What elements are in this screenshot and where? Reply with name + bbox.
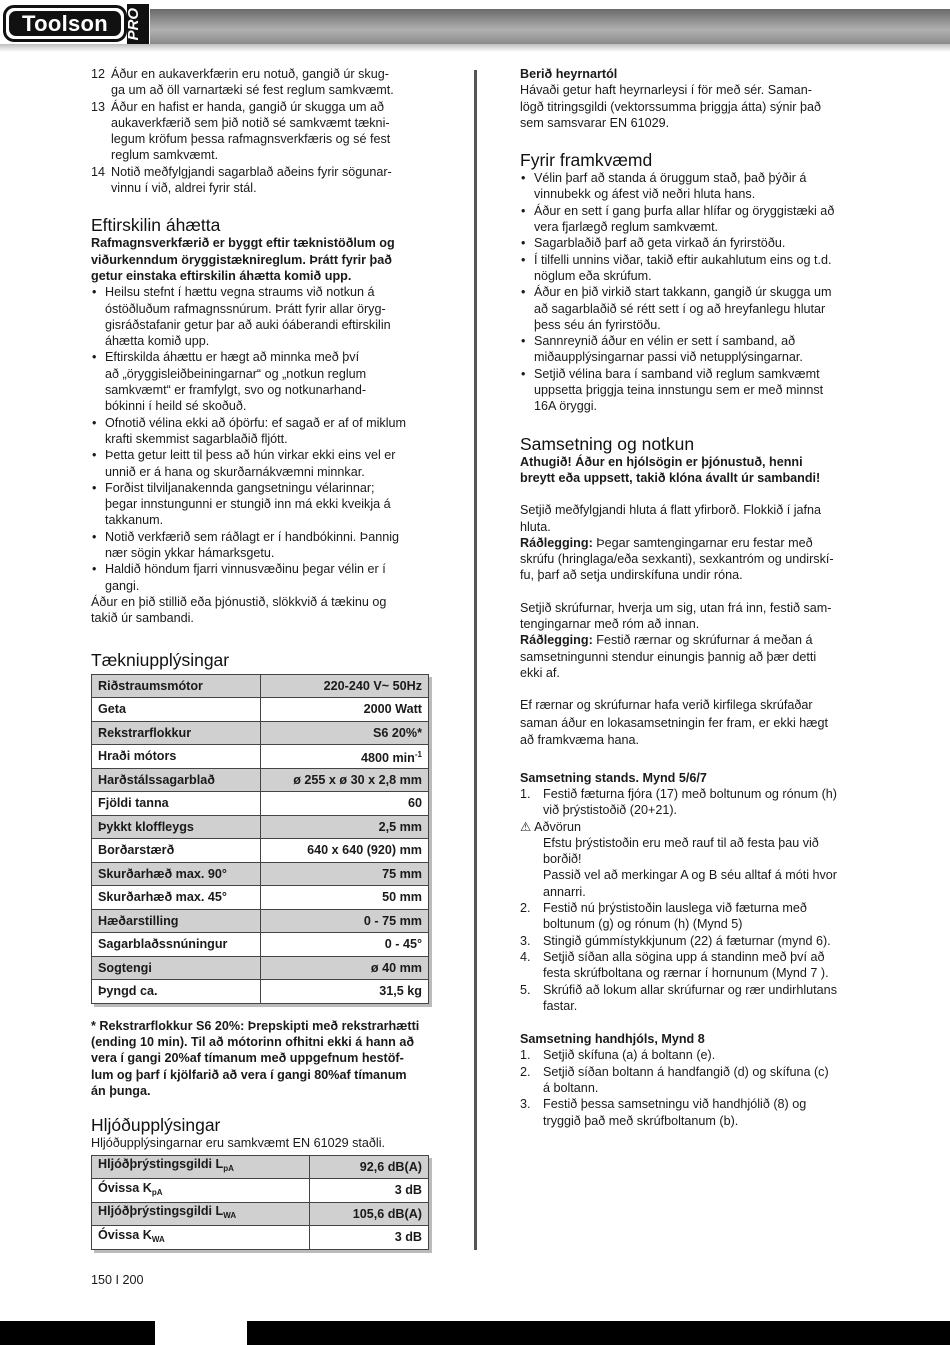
list-line: • Ofnotið vélina ekki að óþörfu: ef sagað er af of miklum — [105, 415, 407, 430]
step-item — [520, 900, 865, 933]
numbered-item — [91, 99, 431, 164]
spec-value: ø 40 mm — [260, 956, 428, 980]
toolson-logo — [3, 5, 127, 42]
assembly-warning — [520, 454, 865, 487]
list-line: • Áður en sett í gang þurfa allar hlífar og öryggistæki að — [534, 203, 835, 218]
step-number: 5. — [520, 982, 531, 997]
tip-1-first-line: Þegar samtengingarnar eru festar með — [592, 535, 813, 550]
list-line: • Setjið vélina bara í samband við reglum samkvæmt — [534, 366, 820, 381]
preparation-title: Fyrir framkvæmd — [520, 150, 653, 171]
tip-label: Ráðlegging: — [520, 535, 593, 550]
right-column — [520, 66, 865, 1129]
note-line: vera í gangi 20%af tímanum með uppgefnum hestöf- — [91, 1051, 404, 1066]
text-line: samsetningunni stendur einungis þannig að þær detti — [520, 649, 817, 664]
tech-spec-row — [92, 839, 429, 863]
warning-line: breytt eða uppsett, takið klóna ávallt úr sambandi! — [520, 470, 821, 485]
text-line: saman áður en lokasamsetningin fer fram, er ekki hægt — [520, 715, 828, 730]
numbered-item — [91, 164, 431, 197]
spec-value: 3 dB — [310, 1226, 429, 1250]
item-text — [105, 164, 431, 197]
assembly-paragraph-1 — [520, 502, 865, 535]
step-item — [520, 1096, 865, 1129]
spec-value: 0 - 45° — [260, 933, 428, 957]
sound-row — [92, 1179, 429, 1203]
sound-info-title: Hljóðupplýsingar — [91, 1115, 221, 1136]
footer-bar — [0, 1321, 950, 1345]
residual-risk-intro — [91, 235, 431, 284]
item-line: vinnu í við, aldrei fyrir stál. — [111, 181, 257, 196]
step-line: tryggið það með skrúfboltanum (b). — [543, 1113, 739, 1128]
list-line: þegar innstungunni er stungið inn má ekki kveikja á — [105, 497, 391, 512]
step-line: Setjið síðan boltann á handfangið (d) og skífuna (c) — [543, 1064, 829, 1079]
spec-value: ø 255 x ø 30 x 2,8 mm — [260, 768, 428, 792]
tech-spec-row — [92, 745, 429, 769]
item-line: Áður en hafist er handa, gangið úr skugga um að — [111, 99, 385, 114]
tech-spec-row — [92, 698, 429, 722]
list-item — [91, 529, 431, 562]
list-line: gangi. — [105, 578, 140, 593]
step-text — [543, 900, 865, 933]
tech-spec-row — [92, 886, 429, 910]
list-line: bókinni í heild sé skoðuð. — [105, 399, 247, 414]
spec-label: Hljóðþrýstingsgildi $L_{WA}$ — [92, 1202, 310, 1226]
stand-steps — [520, 900, 865, 1014]
step-line: á boltann. — [543, 1081, 599, 1096]
list-item — [520, 366, 865, 415]
tech-specs-title: Tækniupplýsingar — [91, 649, 230, 670]
intro-line: getur einstaka eftirskilin áhætta komið upp. — [91, 268, 352, 283]
step-line: fastar. — [543, 998, 578, 1013]
tip-label-2: Ráðlegging: — [520, 633, 593, 648]
list-item — [520, 235, 865, 251]
sound-table-wrap — [91, 1155, 429, 1250]
spec-value: 4800 $\min^{-1}$ — [260, 745, 428, 769]
spec-subscript: pA — [223, 1164, 234, 1174]
preparation-list — [520, 170, 865, 414]
spec-label: Þyngd ca. — [92, 980, 261, 1004]
step-text — [543, 933, 865, 949]
intro-line: Rafmagnsverkfærið er byggt eftir tæknistöðlum og — [91, 236, 395, 251]
tech-spec-row — [92, 909, 429, 933]
footer-gap — [155, 1321, 247, 1345]
spec-value: 2,5 mm — [260, 815, 428, 839]
warning-line: Athugið! Áður en hjólsögin er þjónustuð, henni — [520, 454, 803, 469]
spec-label: Skurðarhæð max. 45° — [92, 886, 261, 910]
text-line: hluta. — [520, 519, 551, 534]
step-text — [543, 1047, 865, 1063]
step-line: Stingið gúmmístykkjunum (22) á fæturnar (mynd 6). — [543, 933, 831, 948]
spec-value: 75 mm — [260, 862, 428, 886]
header-bar — [150, 9, 950, 44]
item-line: Áður en aukaverkfærin eru notuð, gangið úr skug- — [111, 67, 389, 81]
step-item — [520, 982, 865, 1015]
list-line: • Notið verkfærið sem ráðlagt er í handbókinni. Þannig — [105, 529, 400, 544]
spec-subscript: WA — [151, 1234, 165, 1244]
list-line: • Þetta getur leitt til þess að hún virkar ekki eins vel er — [105, 448, 396, 463]
text-line: Ef rærnar og skrúfurnar hafa verið kirfilega skrúfaðar — [520, 698, 813, 713]
residual-risk-outro — [91, 594, 431, 627]
handwheel-assembly-title: Samsetning handhjóls, Mynd 8 — [520, 1032, 705, 1047]
step-line: Festið þessa samsetningu við handhjólið (8) og — [543, 1097, 807, 1112]
note-line: lum og þarf í kjölfarið að vera í gangi 80%af tímanum — [91, 1067, 407, 1082]
step-item — [520, 1064, 865, 1097]
note-line: án þunga. — [91, 1083, 151, 1098]
step-item — [520, 1047, 865, 1063]
step-number: 3. — [520, 933, 531, 948]
spec-value: 640 x 640 (920) mm — [260, 839, 428, 863]
left-column — [91, 66, 431, 1254]
tech-specs-table-wrap — [91, 674, 429, 1004]
list-line: • Eftirskilda áhættu er hægt að minnka með því — [105, 350, 360, 365]
step-line: Setjið síðan alla sögina upp á standinn með því að — [543, 949, 825, 964]
spec-label: Fjöldi tanna — [92, 792, 261, 816]
page-number: 150 I 200 — [91, 1273, 144, 1287]
list-item — [520, 252, 865, 285]
tech-spec-row — [92, 721, 429, 745]
item-line: ga um að öll varnartæki sé fest reglum samkvæmt. — [111, 83, 394, 98]
tip-2-rest — [520, 649, 865, 682]
outro-line: Áður en þið stillið eða þjónustið, slökkvið á tækinu og — [91, 594, 387, 609]
list-line: nær sögin ykkar hámarksgetu. — [105, 546, 275, 561]
list-item — [91, 447, 431, 480]
spec-subscript: pA — [151, 1187, 163, 1197]
page-header — [0, 0, 950, 48]
tip-1-rest — [520, 551, 865, 584]
list-item — [91, 349, 431, 414]
step-line: Setjið skífuna (a) á boltann (e). — [543, 1048, 716, 1063]
spec-value: 0 - 75 mm — [260, 909, 428, 933]
list-line: • Haldið höndum fjarri vinnusvæðinu þegar vélin er í — [105, 562, 386, 577]
tech-spec-row — [92, 862, 429, 886]
step-line: Festið nú þrýstistoðin lauslega við fæturna með — [543, 901, 807, 916]
logo-text: Toolson — [9, 11, 121, 36]
handwheel-steps — [520, 1047, 865, 1128]
step-number: 2. — [520, 1064, 531, 1079]
text-line: lögð titringsgildi (vektorssumma þriggja átta) sýnir það — [520, 99, 821, 114]
list-line: að sagarblaðið sé rétt sett í og að hreyfanlegu hlutar — [534, 301, 826, 316]
step-number: 2. — [520, 901, 531, 916]
text-line: fu, þarf að setja undirskífuna undir róna. — [520, 568, 743, 583]
list-item — [520, 284, 865, 333]
step-text — [543, 1096, 865, 1129]
list-line: samkvæmt“ er framfylgt, svo og notkunarhand- — [105, 383, 367, 398]
caution-line: Efstu þrýstistoðin eru með rauf til að festa þau við — [543, 835, 819, 850]
tip-2-first-line: Festið rærnar og skrúfurnar á meðan á — [592, 633, 813, 648]
residual-risk-list — [91, 284, 431, 594]
item-number: 14 — [91, 164, 106, 179]
spec-value: 220-240 V~ 50Hz — [260, 674, 428, 698]
column-divider — [474, 70, 477, 1250]
list-line: miðaupplýsingarnar passi við netupplýsingarnar. — [534, 350, 803, 365]
pro-label: PRO — [125, 7, 143, 41]
spec-value: 31,5 kg — [260, 980, 428, 1004]
sound-row — [92, 1226, 429, 1250]
item-number: 12 — [91, 67, 106, 81]
item-text — [105, 66, 431, 99]
note-line: * Rekstrarflokkur S6 20%: Þrepskipti með rekstrarhætti — [91, 1018, 420, 1033]
item-line: Notið meðfylgjandi sagarblað aðeins fyrir sögunar- — [111, 164, 392, 179]
step-item — [520, 949, 865, 982]
list-line: vinnubekk og áfest við neðri hluta hans. — [534, 187, 756, 202]
tech-specs-note — [91, 1018, 431, 1099]
list-line: • Sagarblaðið þarf að geta virkað án fyrirstöðu. — [534, 236, 786, 251]
tech-spec-row — [92, 792, 429, 816]
caution-line: annarri. — [543, 884, 586, 899]
list-line: unnið er á hana og skurðarnákvæmni minnkar. — [105, 464, 365, 479]
list-item — [91, 284, 431, 349]
spec-label: Riðstraumsmótor — [92, 674, 261, 698]
spec-value: 2000 Watt — [260, 698, 428, 722]
list-line: • Forðist tilviljanakennda gangsetningu vélarinnar; — [105, 480, 375, 495]
list-item — [91, 480, 431, 529]
spec-label: Þykkt kloffleygs — [92, 815, 261, 839]
spec-label: Rekstrarflokkur — [92, 721, 261, 745]
list-item — [520, 203, 865, 236]
spec-label: Geta — [92, 698, 261, 722]
residual-risk-title: Eftirskilin áhætta — [91, 215, 221, 236]
sound-row — [92, 1202, 429, 1226]
list-line: • Áður en þið virkið start takkann, gangið úr skugga um — [534, 285, 832, 300]
spec-value: 50 mm — [260, 886, 428, 910]
stand-assembly-title: Samsetning stands. Mynd 5/6/7 — [520, 770, 707, 785]
assembly-paragraph-5 — [520, 697, 865, 750]
spec-value: 92,6 dB(A) — [310, 1155, 429, 1179]
ear-protection-text — [520, 82, 865, 131]
list-item — [91, 415, 431, 448]
spec-value: S6 20%* — [260, 721, 428, 745]
assembly-paragraph-3 — [520, 600, 865, 633]
step-text — [543, 786, 865, 819]
list-line: • Vélin þarf að standa á öruggum stað, það þýðir á — [534, 171, 807, 186]
step-number: 1. — [520, 1048, 531, 1063]
step-item — [520, 786, 865, 819]
step-item — [520, 933, 865, 949]
caution-label: ⚠ Aðvörun — [520, 819, 582, 834]
item-line: aukaverkfærið sem þið notið sé samkvæmt tækni- — [111, 115, 390, 130]
caution-text — [520, 835, 865, 900]
item-line: reglum samkvæmt. — [111, 148, 219, 163]
outro-line: takið úr sambandi. — [91, 611, 194, 626]
tech-spec-row — [92, 933, 429, 957]
numbered-instructions — [91, 66, 431, 196]
header-shadow — [0, 44, 950, 52]
list-line: óstöðluðum rafmagnssnúrum. Þrátt fyrir allar öryg- — [105, 301, 386, 316]
spec-label: Hljóðþrýstingsgildi $L_{pA}$ — [92, 1155, 310, 1179]
list-item — [520, 333, 865, 366]
sound-row — [92, 1155, 429, 1179]
item-line: legum kröfum þessa rafmagnsverkfæris og sé fest — [111, 132, 391, 147]
tech-specs-table — [91, 674, 429, 1004]
list-item — [520, 170, 865, 203]
spec-label: Borðarstærð — [92, 839, 261, 863]
step-text — [543, 982, 865, 1015]
list-line: þess séu án fyrirstöðu. — [534, 317, 661, 332]
ear-protection-title: Berið heyrnartól — [520, 67, 618, 81]
spec-value: 105,6 dB(A) — [310, 1202, 429, 1226]
tech-spec-row — [92, 980, 429, 1004]
text-line: að framkvæma hana. — [520, 733, 639, 748]
spec-label: Hraði mótors — [92, 745, 261, 769]
step-line: Skrúfið að lokum allar skrúfurnar og rær undirhlutans — [543, 982, 837, 997]
text-line: ekki af. — [520, 665, 560, 680]
step-line: við þrýstistoðið (20+21). — [543, 803, 678, 818]
text-line: tengingarnar með róm að innan. — [520, 617, 700, 632]
assembly-tip-2 — [520, 632, 865, 681]
item-number: 13 — [91, 99, 106, 114]
step-line: Festið fæturna fjóra (17) með boltunum og rónum (h) — [543, 787, 837, 801]
sound-table — [91, 1155, 429, 1250]
spec-label: Harðstálssagarblað — [92, 768, 261, 792]
tech-spec-row — [92, 674, 429, 698]
spec-label: Sagarblaðssnúningur — [92, 933, 261, 957]
spec-label: Sogtengi — [92, 956, 261, 980]
text-line: Setjið meðfylgjandi hluta á flatt yfirborð. Flokkið í jafna — [520, 503, 822, 518]
list-line: uppsetta þriggja teina innstungu sem er með minnst — [534, 383, 824, 398]
step-number: 4. — [520, 949, 531, 964]
spec-label: Hæðarstilling — [92, 909, 261, 933]
text-line: Hávaði getur haft heyrnarleysi í för með sér. Saman- — [520, 83, 812, 98]
spec-subscript: WA — [223, 1211, 237, 1221]
tech-spec-row — [92, 768, 429, 792]
text-line: sem samsvarar EN 61029. — [520, 115, 670, 130]
list-line: • Í tilfelli unnins viðar, takið eftir aukahlutum eins og t.d. — [534, 252, 832, 267]
pro-badge — [127, 4, 149, 44]
assembly-title: Samsetning og notkun — [520, 433, 695, 454]
list-line: gisráðstafanir getur þar að auki óáberandi eftirskilin — [105, 317, 391, 332]
assembly-tip-1 — [520, 535, 865, 584]
stand-step-1 — [520, 786, 865, 819]
numbered-item — [91, 66, 431, 99]
list-line: áhætta komið upp. — [105, 334, 210, 349]
list-line: krafti skemmist sagarblaðið fljótt. — [105, 431, 288, 446]
step-text — [543, 949, 865, 982]
caution-line: Passið vel að merkingar A og B séu alltaf á móti hvor — [543, 868, 838, 883]
spec-value: 60 — [260, 792, 428, 816]
tech-spec-row — [92, 815, 429, 839]
spec-label: Óvissa $K_{pA}$ — [92, 1179, 310, 1203]
list-line: • Sannreynið áður en vélin er sett í samband, að — [534, 334, 796, 349]
item-text — [105, 99, 431, 164]
step-number: 1. — [520, 787, 531, 801]
step-line: boltunum (g) og rónum (h) (Mynd 5) — [543, 917, 743, 932]
caution-line: borðið! — [543, 852, 582, 867]
text-line: Setjið skrúfurnar, hverja um sig, utan frá inn, festið sam- — [520, 600, 832, 615]
tech-spec-row — [92, 956, 429, 980]
step-text — [543, 1064, 865, 1097]
list-line: 16A öryggi. — [534, 399, 598, 414]
list-line: nöglum eða skrúfum. — [534, 268, 652, 283]
logo-registered-mark: ® — [114, 17, 120, 26]
sound-info-intro: Hljóðupplýsingarnar eru samkvæmt EN 61029 staðli. — [91, 1136, 385, 1151]
spec-label: Óvissa $K_{WA}$ — [92, 1226, 310, 1250]
list-line: vera fjarlægð reglum samkvæmt. — [534, 220, 719, 235]
spec-superscript: -1 — [414, 749, 422, 759]
spec-label: Skurðarhæð max. 90° — [92, 862, 261, 886]
step-line: festa skrúfboltana og rærnar í hornunum (Mynd 7 ). — [543, 966, 829, 981]
spec-value: 3 dB — [310, 1179, 429, 1203]
text-line: skrúfu (hringlaga/eða sexkanti), sexkantróm og undirskí- — [520, 552, 834, 567]
intro-line: viðurkenndum öryggistæknireglum. Þrátt fyrir það — [91, 252, 392, 267]
step-number: 3. — [520, 1097, 531, 1112]
list-line: takkanum. — [105, 513, 164, 528]
list-item — [91, 561, 431, 594]
list-line: að „öryggisleiðbeiningarnar“ og „notkun reglum — [105, 366, 367, 381]
note-line: (ending 10 min). Til að mótorinn ofhitni ekki á hann að — [91, 1035, 415, 1050]
list-line: • Heilsu stefnt í hættu vegna straums við notkun á — [105, 285, 375, 300]
